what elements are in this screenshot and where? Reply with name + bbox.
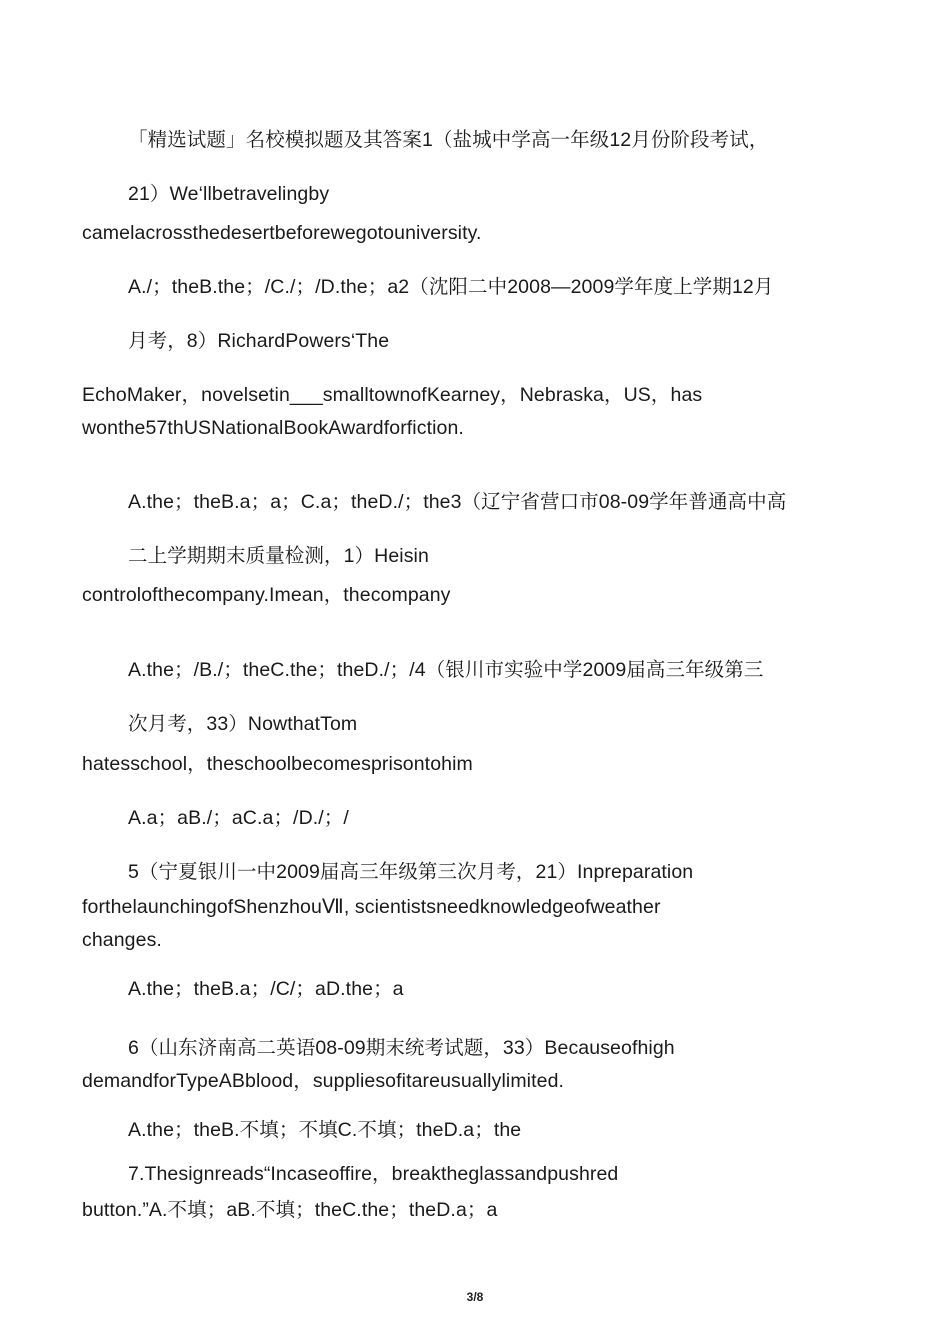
text-line: 次月考，33）NowthatTom	[128, 713, 358, 735]
text-line: 21）We‘llbetravelingby	[128, 183, 330, 205]
text-line: A./；theB.the；/C./；/D.the；a2（沈阳二中2008—2009学年度上学期12月	[128, 276, 774, 298]
text-line: 月考，8）RichardPowers‘The	[128, 330, 390, 352]
text-line: A.the；theB.a；a；C.a；theD./；the3（辽宁省营口市08-09学年普通高中高	[128, 491, 787, 513]
text-line: demandforTypeABblood，suppliesofitareusuallylimited.	[82, 1070, 565, 1092]
text-line: camelacrossthedesertbeforewegotouniversity.	[82, 222, 482, 244]
text-line: A.a；aB./；aC.a；/D./；/	[128, 807, 349, 829]
text-line: forthelaunchingofShenzhouⅦ, scientistsneedknowledgeofweather	[82, 896, 661, 918]
text-line: A.the；theB.a；/C/；aD.the；a	[128, 978, 404, 1000]
text-line: 「精选试题」名校模拟题及其答案1（盐城中学高一年级12月份阶段考试，	[128, 129, 769, 151]
text-line: A.the；/B./；theC.the；theD./；/4（银川市实验中学2009届高三年级第三	[128, 659, 764, 681]
text-line: 7.Thesignreads“Incaseoffire，breaktheglassandpushred	[128, 1163, 619, 1185]
text-line: hatesschool，theschoolbecomesprisontohim	[82, 753, 473, 775]
page-number: 3/8	[466, 1290, 484, 1304]
text-line: EchoMaker，novelsetin___smalltownofKearney，Nebraska，US，has	[82, 384, 703, 406]
text-line: 5（宁夏银川一中2009届高三年级第三次月考，21）Inpreparation	[128, 861, 694, 883]
text-line: wonthe57thUSNationalBookAwardforfiction.	[82, 417, 464, 439]
text-line: 6（山东济南高二英语08-09期末统考试题，33）Becauseofhigh	[128, 1037, 675, 1059]
text-line: controlofthecompany.Imean，thecompany	[82, 584, 451, 606]
text-line: button.”A.不填；aB.不填；theC.the；theD.a；a	[82, 1199, 498, 1221]
text-line: 二上学期期末质量检测，1）Heisin	[128, 545, 429, 567]
text-line: changes.	[82, 929, 162, 951]
text-line: A.the；theB.不填；不填C.不填；theD.a；the	[128, 1119, 522, 1141]
